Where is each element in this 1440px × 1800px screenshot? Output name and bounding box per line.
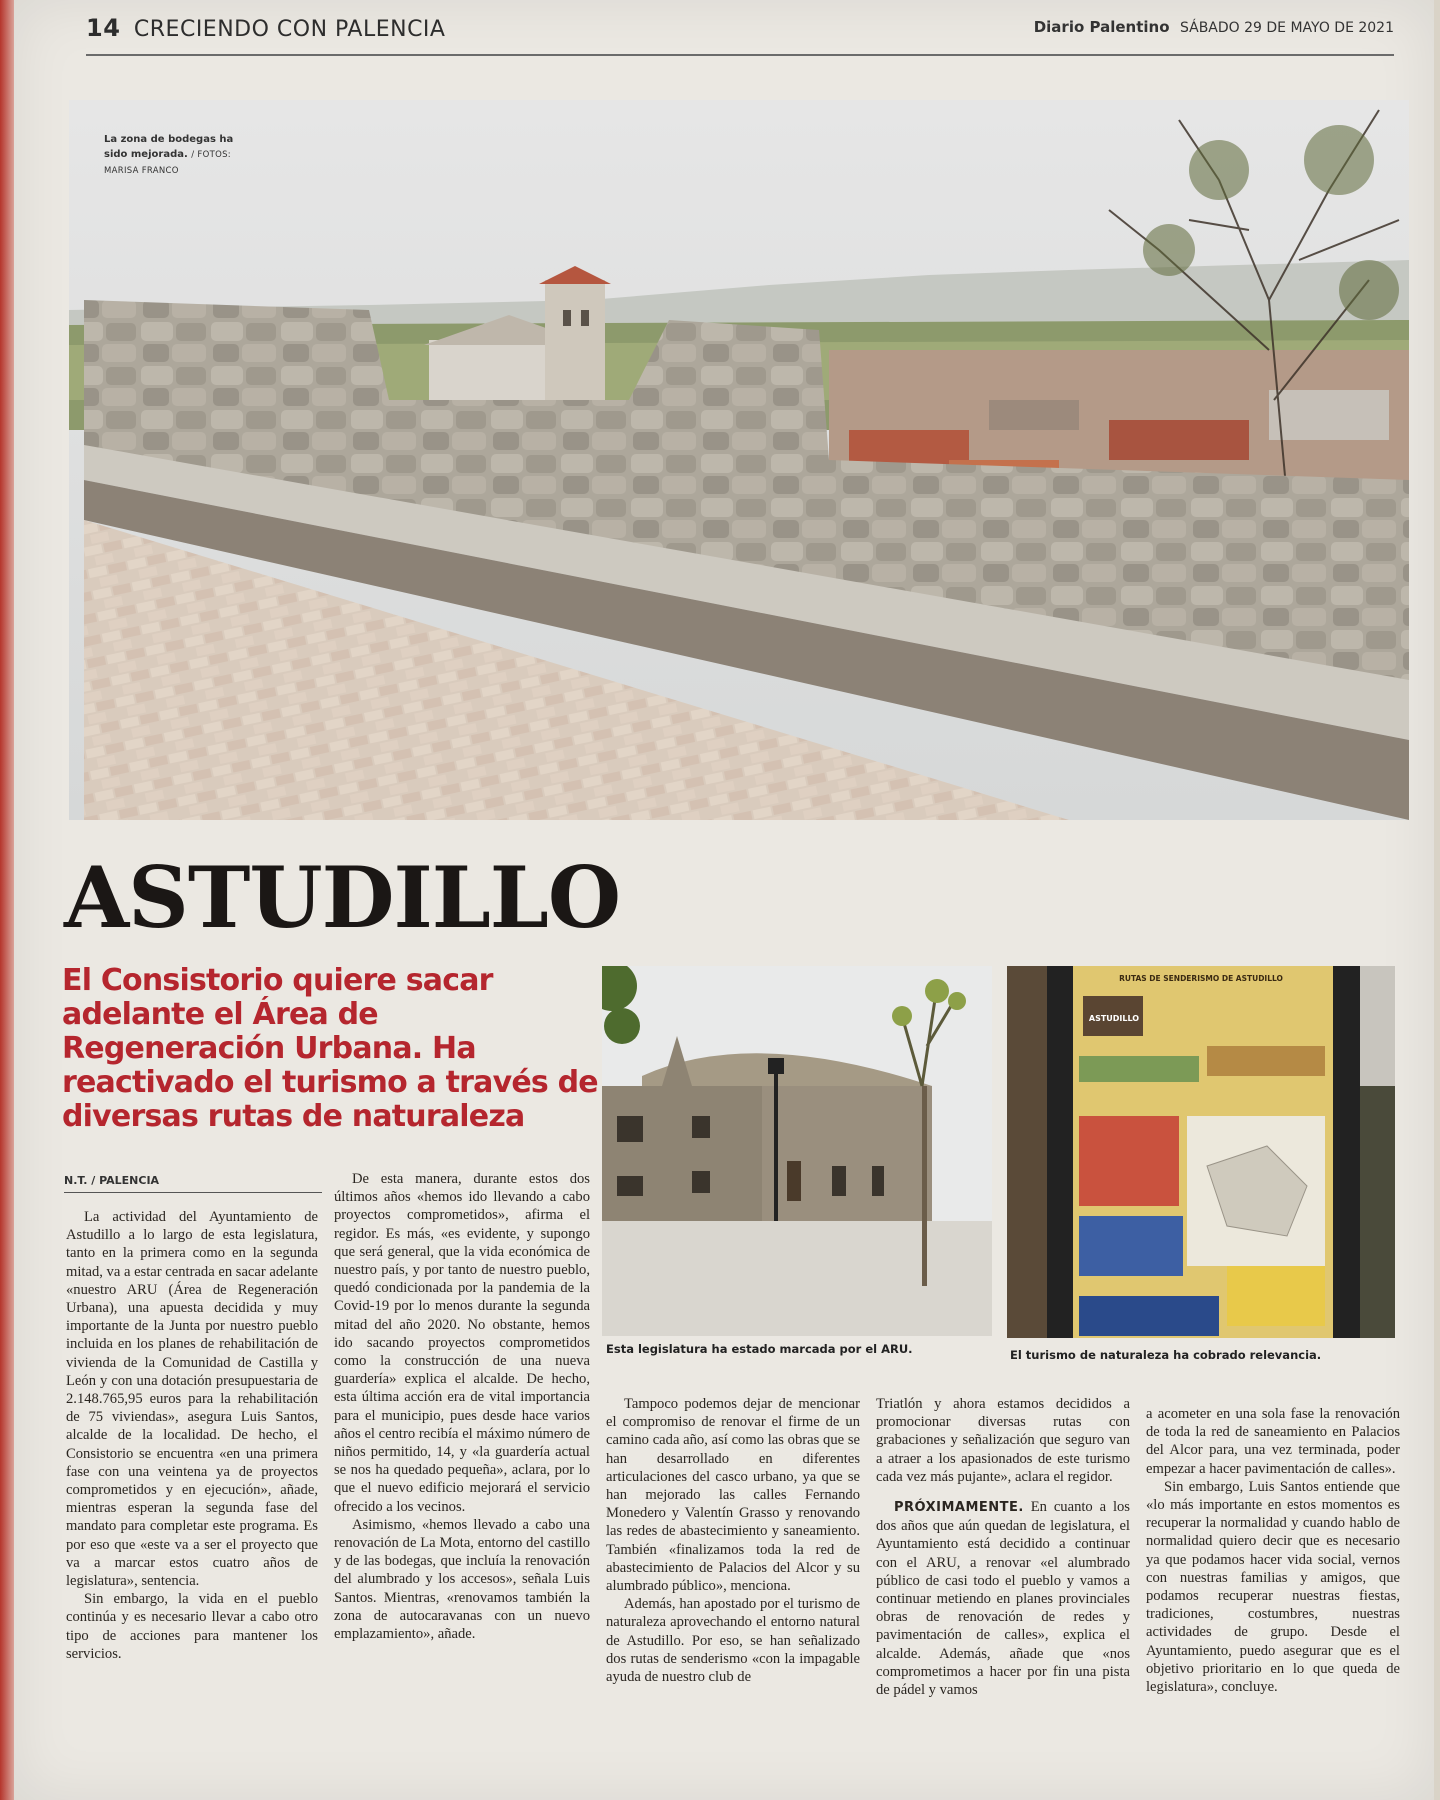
issue-date: SÁBADO 29 DE MAYO DE 2021 [1179,20,1394,36]
paragraph: La actividad del Ayuntamiento de Astudillo a lo largo de esta legislatura, tanto en la primera como en la segunda mitad, va a estar centrada en sacar adelante «nuestro ARU (Área de Regeneración Urbana), una apuesta decidida y muy importante de la Junta por nuestro pueblo incluida en los planes de rehabilitación de vivienda de la Comunidad de Castilla y León y con una dotación presupuestaria de 2.148.765,95 euros para la rehabilitación de 75 viviendas», asegura Luis Santos, alcalde de la localidad. De hecho, el Consistorio se encuentra «en una primera fase con una veintena ya de proyectos comprometidos y en ejecución», añade, mientras esperan la segunda fase del mandato para completar este programa. Es por eso que «este va a ser el proyecto que va a marcar estos cuatro años de legislatura», sentencia. [66,1209,318,1590]
sign-title: RUTAS DE SENDERISMO DE ASTUDILLO [1119,974,1283,983]
article-column-2 [334,1170,590,1643]
paragraph: Sin embargo, la vida en el pueblo continúa y es necesario llevar a cabo otro tipo de acciones para mantener los servicios. [66,1591,318,1662]
paragraph [876,1498,1130,1699]
sign-illustration [1007,966,1395,1338]
paragraph: Sin embargo, Luis Santos entiende que «lo más importante en estos momentos es recuperar la normalidad y cuando hablo de normalidad quiero decir que es necesario ya que podamos hacer vida social, vernos con nuestras familias y amigos, que podamos recuperar nuestras fiestas, tradiciones, costumbres, nuestras actividades de grupo. Desde el Ayuntamiento, puedo asegurar que es el objetivo prioritario en lo que queda de legislatura», concluye. [1146,1478,1400,1696]
article-column-4 [876,1395,1130,1699]
article-column-3 [606,1395,860,1686]
page-edge [0,0,14,1800]
section-name: CRECIENDO CON PALENCIA [133,17,446,42]
newspaper-page [14,0,1434,1800]
caption-text: La zona de bodegas ha sido mejorada. [104,134,234,160]
photo-credit: / FOTOS: MARISA FRANCO [104,150,231,176]
paragraph-text: En cuanto a los dos años que aún quedan de legislatura, el Ayuntamiento está decidido a continuar con el ARU, a renovar «el alumbrado público de casi todo el pueblo y vamos a continuar metiendo en planes provinciales obras de renovación de redes y pavimentación de calles», explica el alcalde. Además, añade que «nos comprometimos a hacer por fin una pista de pádel y vamos [876,1499,1130,1699]
page-number: 14 [86,14,121,42]
sign-photo [1007,966,1395,1338]
main-photo [69,100,1409,820]
main-photo-caption [104,132,254,179]
subheadline: El Consistorio quiere sacar adelante el Área de Regeneración Urbana. Ha reactivado el turismo a través de diversas rutas de naturaleza [62,963,598,1134]
sign-logo: ASTUDILLO [1088,1014,1140,1023]
building-illustration [602,966,992,1336]
section-lead: PRÓXIMAMENTE. [894,1500,1024,1516]
article-column-1 [66,1208,318,1663]
building-photo [602,966,992,1336]
newspaper-name: Diario Palentino [1033,18,1170,36]
paragraph: De esta manera, durante estos dos últimos años «hemos ido llevando a cabo proyectos comprometidos», afirma el regidor. Es más, «es evidente, y supongo que será general, que la vida económica de nuestro país, y por tanto de nuestro pueblo, quedó condicionada por la pandemia de la Covid-19 por lo menos durante la segunda mitad del año 2020. No obstante, hemos ido sacando proyectos comprometidos como la construcción de una nueva guardería» explica el alcalde. De hecho, esta última acción era de vital importancia para el municipio, pues desde hace varios años el centro recibía el máximo número de niños permitido, 14, y «la guardería actual se nos ha quedado pequeña», aclara, por lo que el nuevo edificio mejorará el servicio ofrecido a los vecinos. [334,1171,590,1515]
paragraph: Asimismo, «hemos llevado a cabo una renovación de La Mota, entorno del castillo y de las bodegas, que incluía la renovación del alumbrado y los accesos», señala Luis Santos. Mientras, «renovamos también la zona de autocaravanas con un nuevo emplazamiento», añade. [334,1516,590,1643]
building-photo-caption: Esta legislatura ha estado marcada por el ARU. [606,1342,913,1356]
paragraph: Tampoco podemos dejar de mencionar el compromiso de renovar el firme de un camino cada año, así como las obras que se han desarrollado en diferentes articulaciones del casco urbano, ya que se han mejorado las calles Fernando Monedero y Valentín Grasso y renovando las redes de abastecimiento y saneamiento. También «finalizamos toda la red de abastecimiento de Palacios del Alcor y su alumbrado público», menciona. [606,1396,860,1595]
headline: ASTUDILLO [64,848,621,947]
sign-photo-caption: El turismo de naturaleza ha cobrado relevancia. [1010,1348,1322,1362]
byline: N.T. / PALENCIA [64,1174,322,1193]
article-column-5 [1146,1405,1400,1696]
main-photo-illustration [69,100,1409,820]
paragraph: Además, han apostado por el turismo de naturaleza aprovechando el entorno natural de Astudillo. Por eso, se han señalizado dos rutas de senderismo «con la impagable ayuda de nuestro club de [606,1596,860,1686]
section-header [86,14,445,42]
paragraph: a acometer en una sola fase la renovación de toda la red de saneamiento en Palacios del Alcor para, una vez terminada, poder empezar a hacer pavimentación de calles». [1146,1406,1400,1477]
paragraph: Triatlón y ahora estamos decididos a promocionar diversas rutas con grabaciones y señalización que seguro van a atraer a los apasionados de este turismo cada vez más pujante», aclara el regidor. [876,1396,1130,1485]
masthead-info [1034,18,1394,36]
header-rule [86,54,1394,56]
